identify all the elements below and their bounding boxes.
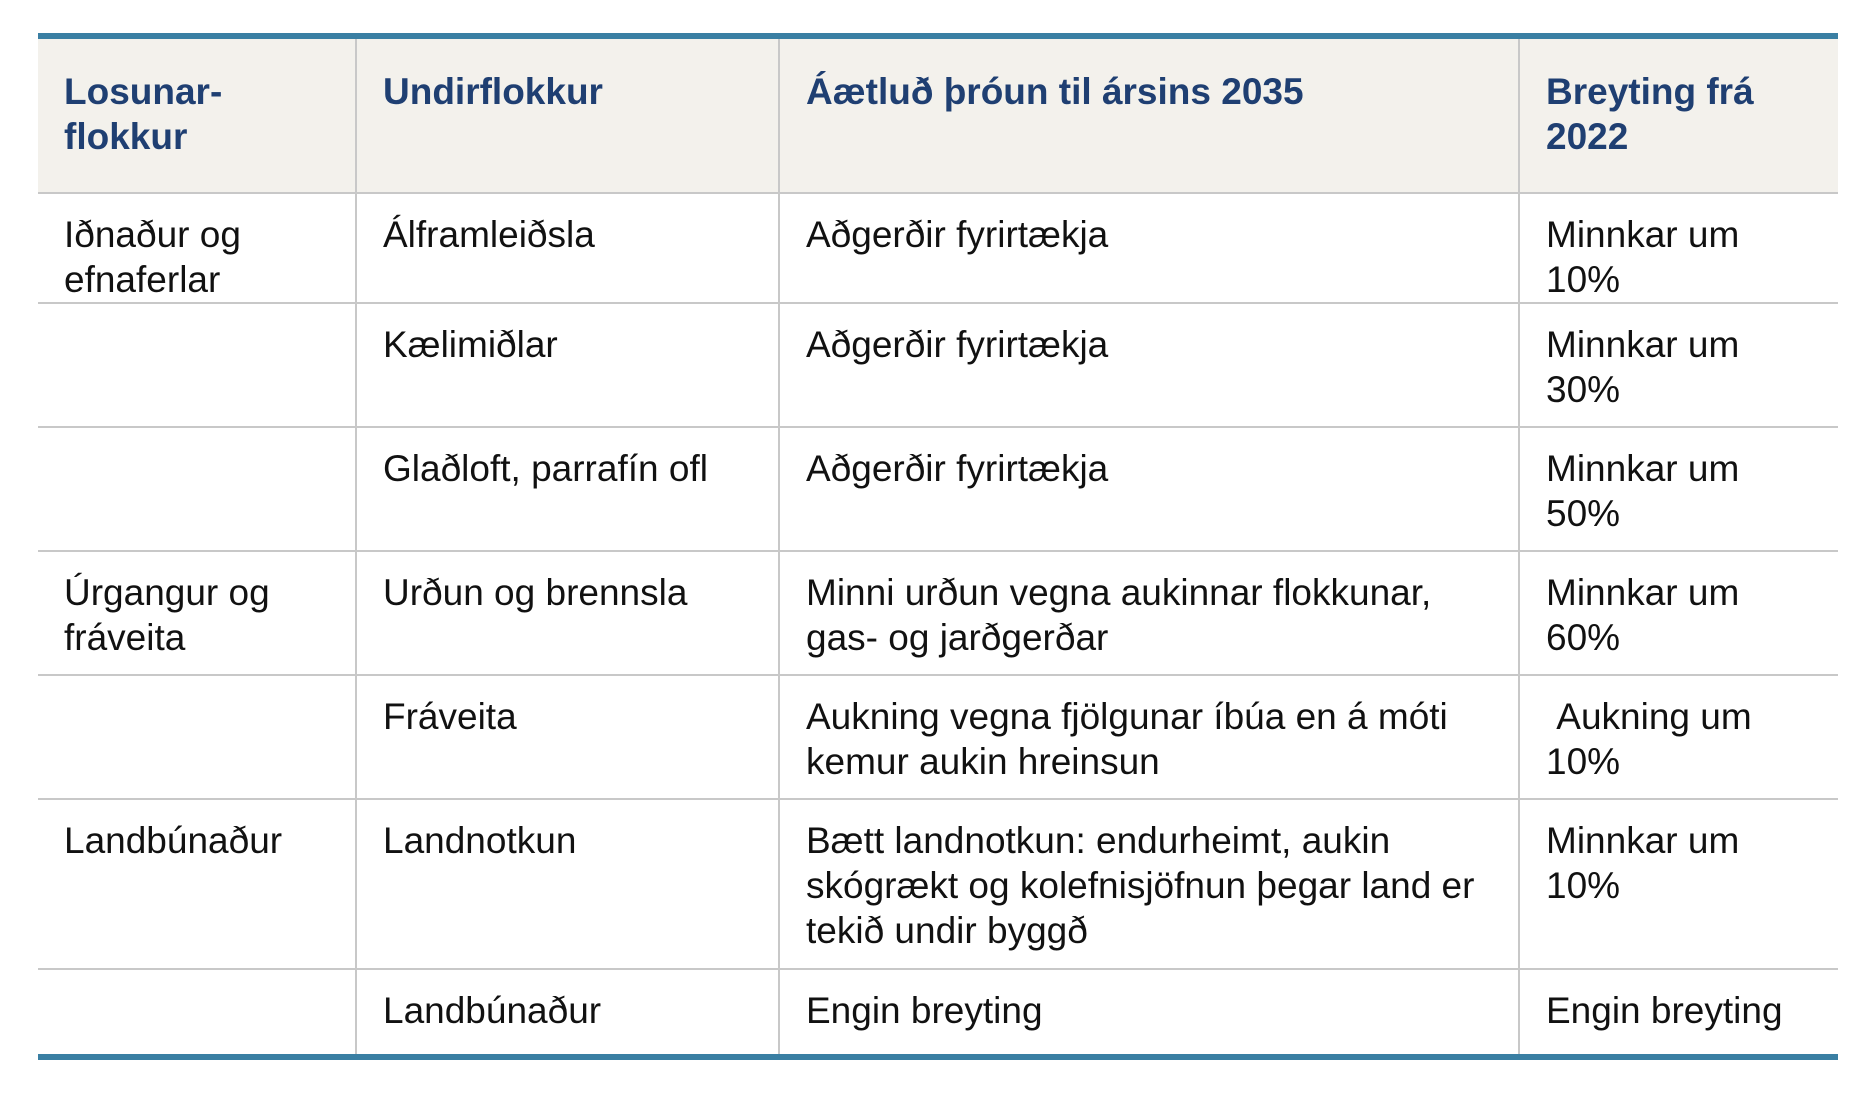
cell-development: Aðgerðir fyrirtækja [779, 427, 1519, 551]
cell-change: Minnkar um 10% [1519, 799, 1838, 969]
cell-change: Engin breyting [1519, 969, 1838, 1054]
cell-development: Engin breyting [779, 969, 1519, 1054]
header-subcategory: Undirflokkur [356, 39, 779, 193]
cell-change: Aukning um 10% [1519, 675, 1838, 799]
cell-category: Landbúnaður [38, 799, 356, 969]
table-row [38, 799, 1838, 969]
table-row [38, 675, 1838, 799]
emissions-table-grid [38, 39, 1838, 1054]
table-row [38, 303, 1838, 427]
cell-change: Minnkar um 30% [1519, 303, 1838, 427]
cell-development: Bætt landnotkun: endurheimt, aukin skógrækt og kolefnisjöfnun þegar land er tekið undir byggð [779, 799, 1519, 969]
table-row [38, 969, 1838, 1054]
table-row [38, 193, 1838, 303]
header-emission-category: Losunar-flokkur [38, 39, 356, 193]
header-projected-development: Áætluð þróun til ársins 2035 [779, 39, 1519, 193]
cell-subcategory: Glaðloft, parrafín ofl [356, 427, 779, 551]
cell-category [38, 303, 356, 427]
cell-category: Úrgangur og fráveita [38, 551, 356, 675]
cell-category [38, 427, 356, 551]
cell-change: Minnkar um 60% [1519, 551, 1838, 675]
cell-development: Aðgerðir fyrirtækja [779, 303, 1519, 427]
cell-change: Minnkar um 50% [1519, 427, 1838, 551]
cell-category [38, 969, 356, 1054]
header-change-since-2022: Breyting frá 2022 [1519, 39, 1838, 193]
cell-development: Aðgerðir fyrirtækja [779, 193, 1519, 303]
cell-subcategory: Landbúnaður [356, 969, 779, 1054]
table-header-row [38, 39, 1838, 193]
cell-development: Aukning vegna fjölgunar íbúa en á móti kemur aukin hreinsun [779, 675, 1519, 799]
cell-category: Iðnaður og efnaferlar [38, 193, 356, 303]
cell-development: Minni urðun vegna aukinnar flokkunar, gas- og jarðgerðar [779, 551, 1519, 675]
cell-subcategory: Álframleiðsla [356, 193, 779, 303]
cell-subcategory: Fráveita [356, 675, 779, 799]
cell-category [38, 675, 356, 799]
cell-subcategory: Urðun og brennsla [356, 551, 779, 675]
cell-subcategory: Landnotkun [356, 799, 779, 969]
cell-change: Minnkar um 10% [1519, 193, 1838, 303]
table-row [38, 427, 1838, 551]
cell-subcategory: Kælimiðlar [356, 303, 779, 427]
table-row [38, 551, 1838, 675]
emissions-table [38, 33, 1838, 1060]
